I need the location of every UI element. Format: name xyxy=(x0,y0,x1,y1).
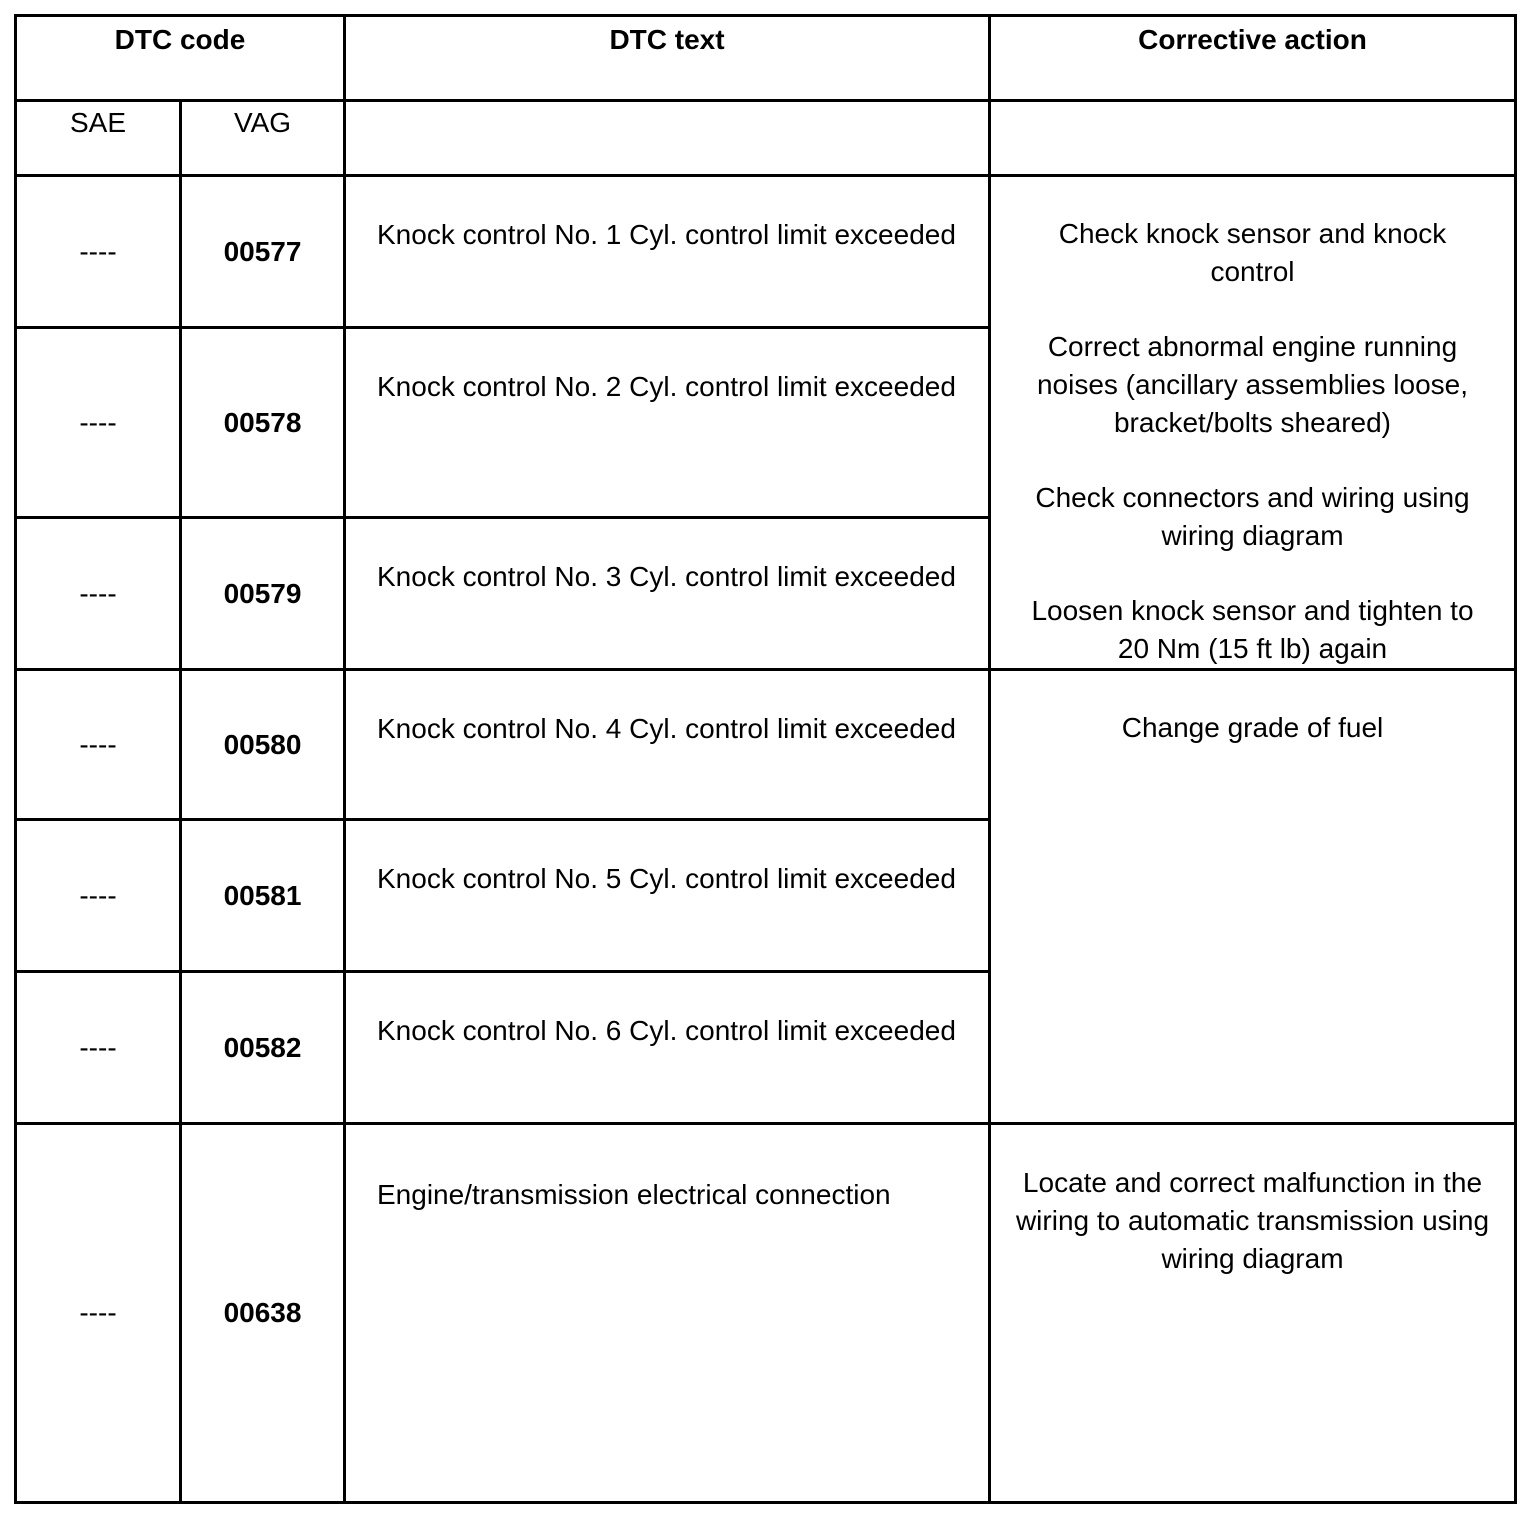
subheader-sae: SAE xyxy=(16,101,181,176)
subheader-empty-action xyxy=(990,101,1516,176)
header-dtc-text: DTC text xyxy=(345,16,990,101)
subheader-vag: VAG xyxy=(181,101,345,176)
table-row xyxy=(16,670,1516,820)
subheader-row xyxy=(16,101,1516,176)
table-row xyxy=(16,176,1516,328)
header-dtc-code: DTC code xyxy=(16,16,345,101)
sae-code: ---- xyxy=(16,670,181,820)
corrective-action-group-2: Change grade of fuel xyxy=(990,670,1516,1124)
header-corrective-action: Corrective action xyxy=(990,16,1516,101)
dtc-text: Knock control No. 3 Cyl. control limit exceeded xyxy=(345,518,990,670)
dtc-text: Knock control No. 6 Cyl. control limit exceeded xyxy=(345,972,990,1124)
header-row xyxy=(16,16,1516,101)
action-loosen-knock-sensor: Loosen knock sensor and tighten to 20 Nm (15 ft lb) again xyxy=(1031,595,1474,664)
corrective-action-group-3: Locate and correct malfunction in the wiring to automatic transmission using wiring diagram xyxy=(990,1124,1516,1503)
action-check-knock-sensor: Check knock sensor and knock control xyxy=(1058,218,1447,287)
sae-code: ---- xyxy=(16,820,181,972)
vag-code: 00577 xyxy=(181,176,345,328)
vag-code: 00638 xyxy=(181,1124,345,1503)
action-correct-noises: Correct abnormal engine running noises (ancillary assemblies loose, bracket/bolts sheared) xyxy=(1036,331,1469,438)
dtc-text: Knock control No. 4 Cyl. control limit exceeded xyxy=(345,670,990,820)
sae-code: ---- xyxy=(16,518,181,670)
dtc-text: Knock control No. 2 Cyl. control limit exceeded xyxy=(345,328,990,518)
dtc-text: Knock control No. 5 Cyl. control limit exceeded xyxy=(345,820,990,972)
action-check-connectors: Check connectors and wiring using wiring diagram xyxy=(1035,482,1470,551)
dtc-text: Engine/transmission electrical connection xyxy=(345,1124,990,1503)
sae-code: ---- xyxy=(16,328,181,518)
sae-code: ---- xyxy=(16,1124,181,1503)
vag-code: 00579 xyxy=(181,518,345,670)
vag-code: 00582 xyxy=(181,972,345,1124)
sae-code: ---- xyxy=(16,176,181,328)
sae-code: ---- xyxy=(16,972,181,1124)
dtc-text: Knock control No. 1 Cyl. control limit exceeded xyxy=(345,176,990,328)
vag-code: 00581 xyxy=(181,820,345,972)
subheader-empty-text xyxy=(345,101,990,176)
table-row xyxy=(16,1124,1516,1503)
corrective-action-group-1 xyxy=(990,176,1516,670)
vag-code: 00578 xyxy=(181,328,345,518)
dtc-table xyxy=(14,14,1517,1504)
vag-code: 00580 xyxy=(181,670,345,820)
